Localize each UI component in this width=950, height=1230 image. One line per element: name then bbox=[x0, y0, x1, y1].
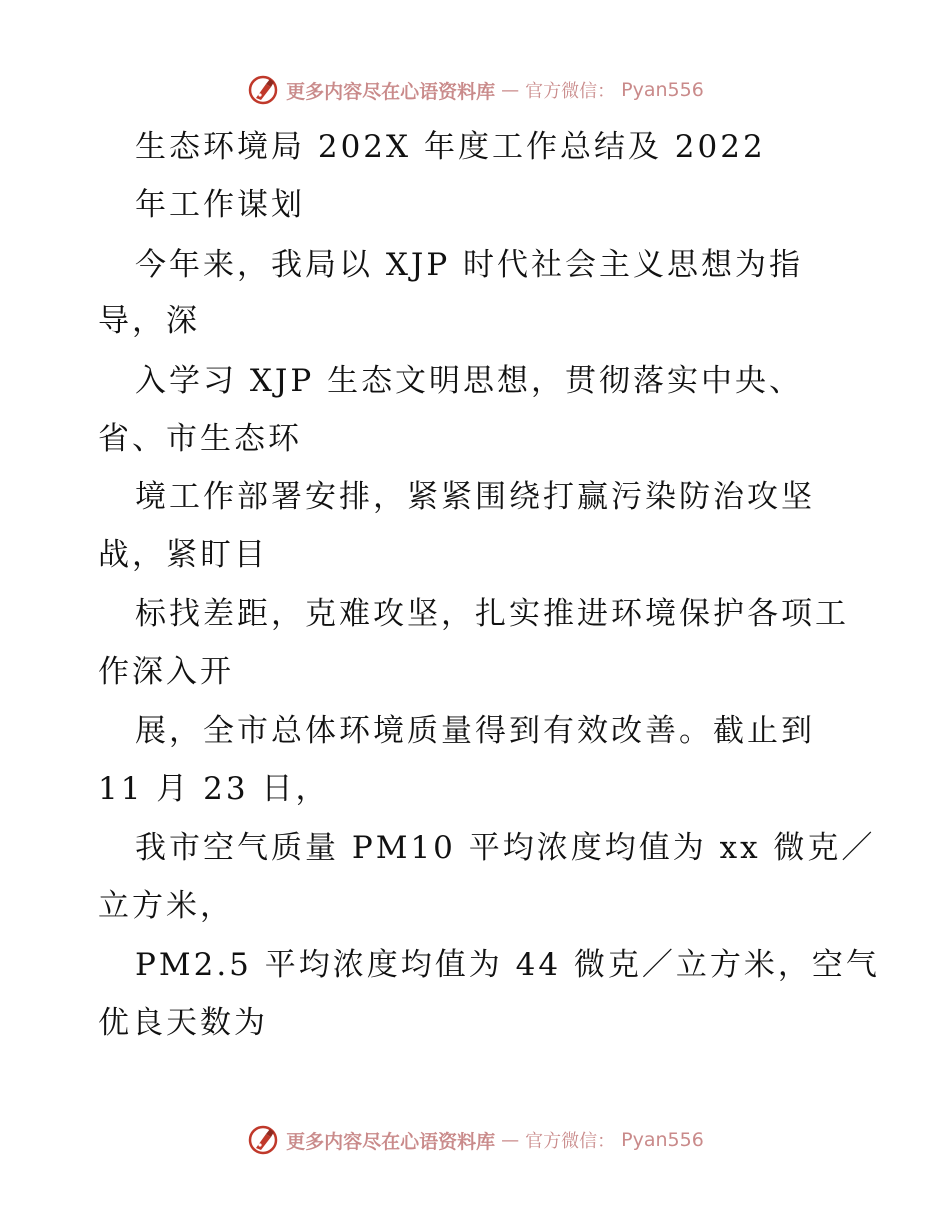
banner-separator: — bbox=[501, 1129, 520, 1151]
doc-line: 省、市生态环 bbox=[98, 421, 302, 457]
doc-line: 年工作谋划 bbox=[135, 187, 305, 223]
doc-line: 战，紧盯目 bbox=[98, 537, 268, 573]
banner-wechat-label: 官方微信： bbox=[525, 1131, 616, 1152]
banner-separator: — bbox=[501, 79, 520, 101]
doc-line: 生态环境局 202X 年度工作总结及 2022 bbox=[135, 129, 766, 165]
banner-wechat-label: 官方微信： bbox=[525, 81, 616, 102]
doc-line: 导，深 bbox=[98, 303, 200, 339]
doc-line: 入学习 XJP 生态文明思想，贯彻落实中央、 bbox=[135, 363, 804, 399]
doc-line: 标找差距，克难攻坚，扎实推进环境保护各项工 bbox=[135, 596, 849, 632]
doc-line: 今年来，我局以 XJP 时代社会主义思想为指 bbox=[135, 247, 804, 283]
doc-line: 作深入开 bbox=[98, 654, 234, 690]
doc-line: PM2.5 平均浓度均值为 44 微克／立方米，空气 bbox=[135, 947, 880, 983]
pen-nib-logo-icon bbox=[246, 1123, 280, 1157]
banner-title: 更多内容尽在心语资料库 bbox=[286, 1130, 496, 1153]
banner-wechat-id: Pyan556 bbox=[621, 1129, 704, 1151]
footer-banner bbox=[0, 1120, 950, 1160]
doc-line: 境工作部署安排，紧紧围绕打赢污染防治攻坚 bbox=[135, 479, 815, 515]
banner-title: 更多内容尽在心语资料库 bbox=[286, 80, 496, 103]
doc-line: 我市空气质量 PM10 平均浓度均值为 xx 微克／ bbox=[135, 830, 876, 866]
doc-line: 优良天数为 bbox=[98, 1005, 268, 1041]
doc-line: 立方米， bbox=[98, 888, 234, 924]
banner-wechat-id: Pyan556 bbox=[621, 79, 704, 101]
doc-line: 展，全市总体环境质量得到有效改善。截止到 bbox=[135, 713, 815, 749]
doc-line: 11 月 23 日， bbox=[98, 771, 330, 807]
